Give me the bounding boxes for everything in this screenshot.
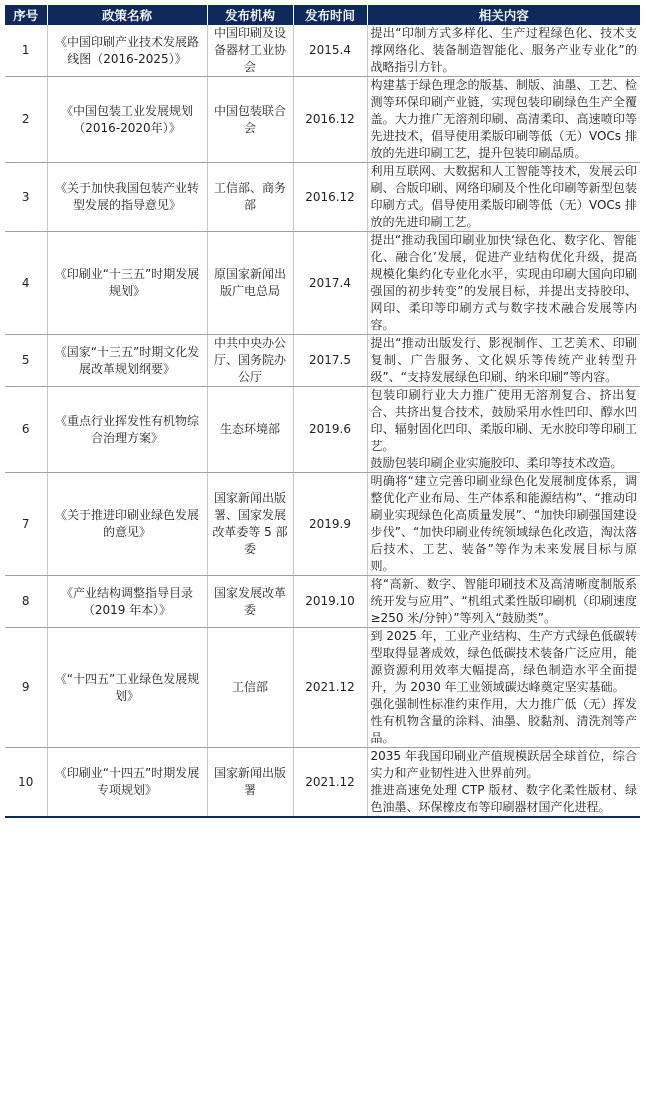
row-index: 1	[5, 25, 47, 77]
policy-name: 《关于推进印刷业绿色发展的意见》	[47, 473, 207, 576]
table-row	[5, 576, 640, 628]
policy-content	[367, 163, 640, 232]
policy-name: 《中国包装工业发展规划（2016-2020年）》	[47, 77, 207, 163]
issue-date: 2015.4	[293, 25, 367, 77]
content-paragraph: 2035 年我国印刷业产值规模跃居全球首位，综合实力和产业韧性进入世界前列。	[370, 749, 637, 780]
table-row	[5, 25, 640, 77]
row-index: 5	[5, 335, 47, 387]
content-paragraph: 包装印刷行业大力推广使用无溶剂复合、挤出复合、共挤出复合技术，鼓励采用水性凹印、醇水凹印、辐射固化凹印、柔版印刷、无水胶印等印刷工艺。	[370, 388, 637, 453]
policy-content	[367, 77, 640, 163]
issuing-org: 工信部、商务部	[207, 163, 293, 232]
policy-name: 《印刷业“十三五”时期发展规划》	[47, 232, 207, 335]
content-paragraph: 鼓励包装印刷企业实施胶印、柔印等技术改造。	[370, 456, 623, 470]
policy-name: 《印刷业“十四五”时期发展专项规划》	[47, 748, 207, 818]
policy-content	[367, 628, 640, 748]
policy-table	[5, 5, 640, 818]
policy-content	[367, 576, 640, 628]
header-date: 发布时间	[293, 5, 367, 25]
table-body	[5, 25, 640, 817]
table-row	[5, 77, 640, 163]
row-index: 8	[5, 576, 47, 628]
content-paragraph: 提出“推动我国印刷业加快‘绿色化、数字化、智能化、融合化’发展，促进产业结构优化升级，提高规模化集约化专业化水平，实现由印刷大国向印刷强国的初步转变”的发展目标，并提出支持胶印、网印、柔印等印刷方式与数字技术融合发展等内容。	[370, 233, 637, 332]
issuing-org: 国家新闻出版署	[207, 748, 293, 818]
issue-date: 2016.12	[293, 77, 367, 163]
content-paragraph: 强化强制性标准约束作用，大力推广低（无）挥发性有机物含量的涂料、油墨、胶黏剂、清洗剂等产品。	[370, 697, 637, 745]
content-paragraph: 提出“印制方式多样化、生产过程绿色化、技术支撑网络化、装备制造智能化、服务产业专业化”的战略指引方针。	[370, 26, 637, 74]
issue-date: 2016.12	[293, 163, 367, 232]
table-row	[5, 748, 640, 818]
policy-name: 《关于加快我国包装产业转型发展的指导意见》	[47, 163, 207, 232]
header-content: 相关内容	[367, 5, 640, 25]
table-row	[5, 628, 640, 748]
row-index: 9	[5, 628, 47, 748]
issuing-org: 中国包装联合会	[207, 77, 293, 163]
issuing-org: 原国家新闻出版广电总局	[207, 232, 293, 335]
table-row	[5, 232, 640, 335]
issuing-org: 生态环境部	[207, 387, 293, 473]
issue-date: 2017.4	[293, 232, 367, 335]
policy-content	[367, 232, 640, 335]
table-row	[5, 473, 640, 576]
content-paragraph: 构建基于绿色理念的版基、制版、油墨、工艺、检测等环保印刷产业链，实现包装印刷绿色生产全覆盖。大力推广无溶剂印刷、高清柔印、高速喷印等先进技术，倡导使用柔版印刷等低（无）VOCs 排放的先进印刷工艺，提升包装印刷品质。	[370, 78, 637, 160]
content-paragraph: 将“高新、数字、智能印刷技术及高清晰度制版系统开发与应用”、“机组式柔性版印刷机（印刷速度≥250 米/分钟）”等列入“鼓励类”。	[370, 577, 637, 625]
row-index: 2	[5, 77, 47, 163]
table-row	[5, 163, 640, 232]
policy-content	[367, 748, 640, 818]
issue-date: 2021.12	[293, 628, 367, 748]
issue-date: 2019.9	[293, 473, 367, 576]
issue-date: 2021.12	[293, 748, 367, 818]
policy-name: 《重点行业挥发性有机物综合治理方案》	[47, 387, 207, 473]
row-index: 4	[5, 232, 47, 335]
header-index: 序号	[5, 5, 47, 25]
issuing-org: 工信部	[207, 628, 293, 748]
row-index: 10	[5, 748, 47, 818]
header-name: 政策名称	[47, 5, 207, 25]
policy-content	[367, 335, 640, 387]
content-paragraph: 到 2025 年，工业产业结构、生产方式绿色低碳转型取得显著成效，绿色低碳技术装备广泛应用，能源资源利用效率大幅提高，绿色制造水平全面提升，为 2030 年工业领域碳达峰奠定坚实基础。	[370, 629, 637, 694]
issue-date: 2017.5	[293, 335, 367, 387]
header-row	[5, 5, 640, 25]
row-index: 7	[5, 473, 47, 576]
issuing-org: 中共中央办公厅、国务院办公厅	[207, 335, 293, 387]
issuing-org: 国家新闻出版署、国家发展改革委等 5 部委	[207, 473, 293, 576]
policy-name: 《“十四五”工业绿色发展规划》	[47, 628, 207, 748]
policy-content	[367, 25, 640, 77]
policy-name: 《中国印刷产业技术发展路线图（2016-2025）》	[47, 25, 207, 77]
content-paragraph: 明确将“建立完善印刷业绿色化发展制度体系，调整优化产业布局、生产体系和能源结构”、“推动印刷业实现绿色化高质量发展”、“加快印刷强国建设步伐”、“加快印刷业传统领域绿色化改造，淘汰落后技术、工艺、装备”等作为未来发展目标与原则。	[370, 474, 637, 573]
content-paragraph: 提出“推动出版发行、影视制作、工艺美术、印刷复制、广告服务、文化娱乐等传统产业转型升级”、“支持发展绿色印刷、纳米印刷”等内容。	[370, 336, 637, 384]
content-paragraph: 推进高速免处理 CTP 版材、数字化柔性版材、绿色油墨、环保橡皮布等印刷器材国产化进程。	[370, 783, 637, 814]
table-row	[5, 387, 640, 473]
issue-date: 2019.10	[293, 576, 367, 628]
row-index: 6	[5, 387, 47, 473]
table-row	[5, 335, 640, 387]
content-paragraph: 利用互联网、大数据和人工智能等技术，发展云印刷、合版印刷、网络印刷及个性化印刷等新型包装印刷方式。倡导使用柔版印刷等低（无）VOCs 排放的先进印刷工艺。	[370, 164, 637, 229]
policy-content	[367, 473, 640, 576]
issuing-org: 国家发展改革委	[207, 576, 293, 628]
policy-name: 《产业结构调整指导目录（2019 年本）》	[47, 576, 207, 628]
issue-date: 2019.6	[293, 387, 367, 473]
issuing-org: 中国印刷及设备器材工业协会	[207, 25, 293, 77]
header-org: 发布机构	[207, 5, 293, 25]
policy-content	[367, 387, 640, 473]
row-index: 3	[5, 163, 47, 232]
policy-name: 《国家“十三五”时期文化发展改革规划纲要》	[47, 335, 207, 387]
